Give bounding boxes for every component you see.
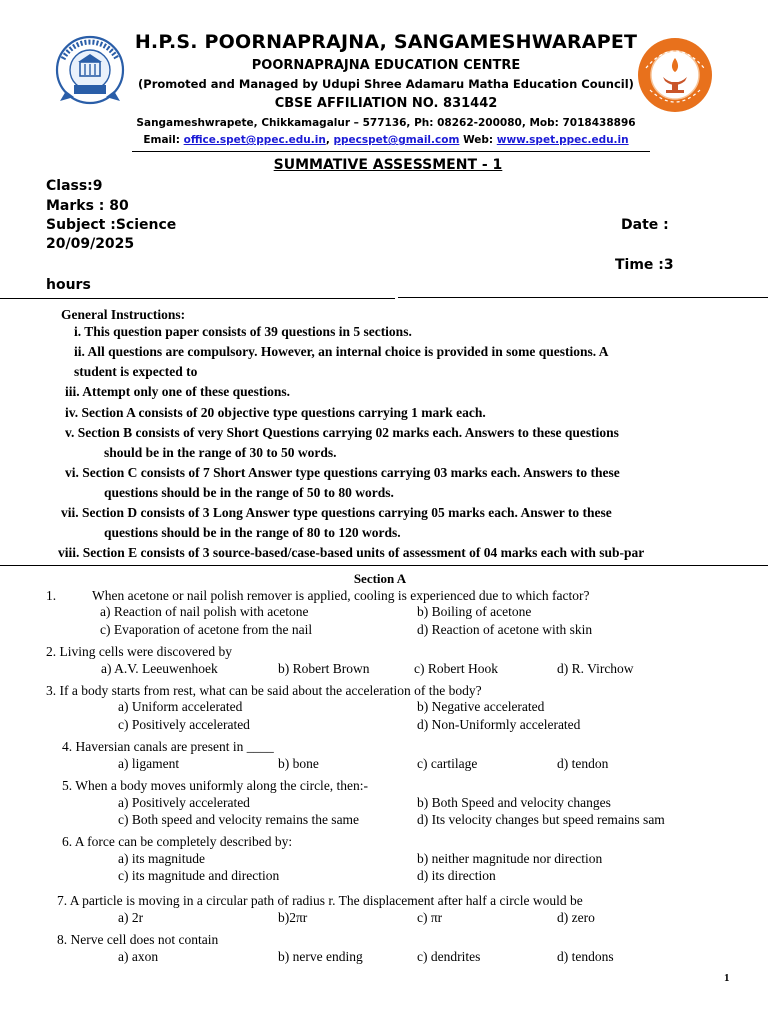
option-d: d) its direction [417, 868, 496, 883]
instruction-vi: vi. Section C consists of 7 Short Answer type questions carrying 03 marks each. Answers to these [65, 465, 620, 480]
instruction-ii: ii. All questions are compulsory. However, an internal choice is provided in some questions. A [74, 344, 609, 359]
option-c: c) Both speed and velocity remains the same [118, 812, 360, 827]
option-d: d) Its velocity changes but speed remains sam [417, 812, 665, 827]
instructions-divider [0, 565, 768, 566]
promoted-by: (Promoted and Managed by Udupi Shree Adamaru Matha Education Council) [138, 77, 634, 91]
question-text: 8. Nerve cell does not contain [57, 932, 219, 947]
question-text: 4. Haversian canals are present in ____ [62, 739, 274, 754]
option-c: c) its magnitude and direction [118, 868, 280, 883]
instruction-iii: iii. Attempt only one of these questions. [65, 384, 291, 399]
meta-divider-left [0, 298, 395, 299]
email-separator: , [325, 134, 330, 146]
date-value: 20/09/2025 [46, 236, 135, 252]
option-a: a) 2r [118, 910, 144, 925]
school-address: Sangameshwrapete, Chikkamagalur – 577136, Ph: 08262-200080, Mob: 7018438896 [136, 117, 636, 129]
poornaprajna-lamp-logo [636, 36, 714, 114]
instruction-i: i. This question paper consists of 39 questions in 5 sections. [74, 324, 412, 339]
marks-field: Marks : 80 [46, 198, 129, 214]
section-a-heading: Section A [353, 571, 407, 586]
option-d: d) tendons [557, 949, 614, 964]
school-name: H.P.S. POORNAPRAJNA, SANGAMESHWARAPET [134, 31, 638, 53]
option-b: b) nerve ending [278, 949, 363, 964]
time-unit: hours [46, 277, 91, 293]
option-a: a) Positively accelerated [118, 795, 250, 810]
contact-line [100, 134, 672, 146]
option-a: a) its magnitude [118, 851, 205, 866]
subject-field: Subject :Science [46, 217, 177, 233]
option-a: a) Uniform accelerated [118, 699, 243, 714]
option-d: d) tendon [557, 756, 609, 771]
instruction-v-continued: should be in the range of 30 to 50 words. [104, 445, 337, 460]
option-d: d) Non-Uniformly accelerated [417, 717, 581, 732]
option-a: a) ligament [118, 756, 180, 771]
option-d: d) R. Virchow [557, 661, 634, 676]
instruction-ii-continued: student is expected to [74, 364, 198, 379]
instruction-vii: vii. Section D consists of 3 Long Answer type questions carrying 05 marks each. Answer to these [61, 505, 612, 520]
option-c: c) cartilage [417, 756, 478, 771]
affiliation-number: CBSE AFFILIATION NO. 831442 [274, 96, 498, 111]
option-a: a) axon [118, 949, 159, 964]
instruction-v: v. Section B consists of very Short Questions carrying 02 marks each. Answers to these questions [65, 425, 619, 440]
option-b: b) neither magnitude nor direction [417, 851, 603, 866]
option-b: b)2πr [278, 910, 308, 925]
class-field: Class:9 [46, 178, 103, 194]
option-d: d) zero [557, 910, 595, 925]
option-b: b) Boiling of acetone [417, 604, 532, 619]
email-label: Email: [143, 134, 180, 146]
option-d: d) Reaction of acetone with skin [417, 622, 593, 637]
meta-divider-right [398, 297, 768, 298]
email-link-gmail[interactable]: ppecspet@gmail.com [333, 134, 460, 146]
instruction-iv: iv. Section A consists of 20 objective type questions carrying 1 mark each. [65, 405, 486, 420]
instruction-vi-continued: questions should be in the range of 50 to 80 words. [104, 485, 394, 500]
instruction-vii-continued: questions should be in the range of 80 to 120 words. [104, 525, 401, 540]
web-label: Web: [463, 134, 494, 146]
school-header [0, 0, 768, 158]
option-a: a) A.V. Leeuwenhoek [101, 661, 218, 676]
option-b: b) Robert Brown [278, 661, 370, 676]
question-number: 1. [46, 588, 57, 603]
time-field: Time :3 [615, 257, 674, 273]
option-b: b) Both Speed and velocity changes [417, 795, 611, 810]
header-divider [132, 151, 650, 152]
option-a: a) Reaction of nail polish with acetone [100, 604, 309, 619]
question-text: 5. When a body moves uniformly along the circle, then:- [62, 778, 369, 793]
option-c: c) dendrites [417, 949, 481, 964]
option-c: c) Evaporation of acetone from the nail [100, 622, 313, 637]
date-label: Date : [621, 217, 669, 233]
email-link-office[interactable]: office.spet@ppec.edu.in [183, 134, 326, 146]
instruction-viii: viii. Section E consists of 3 source-based/case-based units of assessment of 04 marks each with sub-par [58, 545, 645, 560]
page-number: 1 [724, 972, 730, 984]
option-c: c) Positively accelerated [118, 717, 250, 732]
question-text: 3. If a body starts from rest, what can be said about the acceleration of the body? [46, 683, 482, 698]
option-b: b) bone [278, 756, 319, 771]
question-text: When acetone or nail polish remover is applied, cooling is experienced due to which factor? [92, 588, 590, 603]
exam-title [0, 157, 768, 173]
question-text: 2. Living cells were discovered by [46, 644, 232, 659]
website-link[interactable]: www.spet.ppec.edu.in [496, 134, 629, 146]
exam-title-text: SUMMATIVE ASSESSMENT - 1 [273, 157, 503, 173]
instructions-heading: General Instructions: [61, 307, 186, 322]
option-b: b) Negative accelerated [417, 699, 545, 714]
option-c: c) πr [417, 910, 443, 925]
question-text: 7. A particle is moving in a circular path of radius r. The displacement after half a circle would be [57, 893, 583, 908]
question-text: 6. A force can be completely described by: [62, 834, 293, 849]
education-centre: POORNAPRAJNA EDUCATION CENTRE [251, 58, 521, 73]
option-c: c) Robert Hook [414, 661, 498, 676]
